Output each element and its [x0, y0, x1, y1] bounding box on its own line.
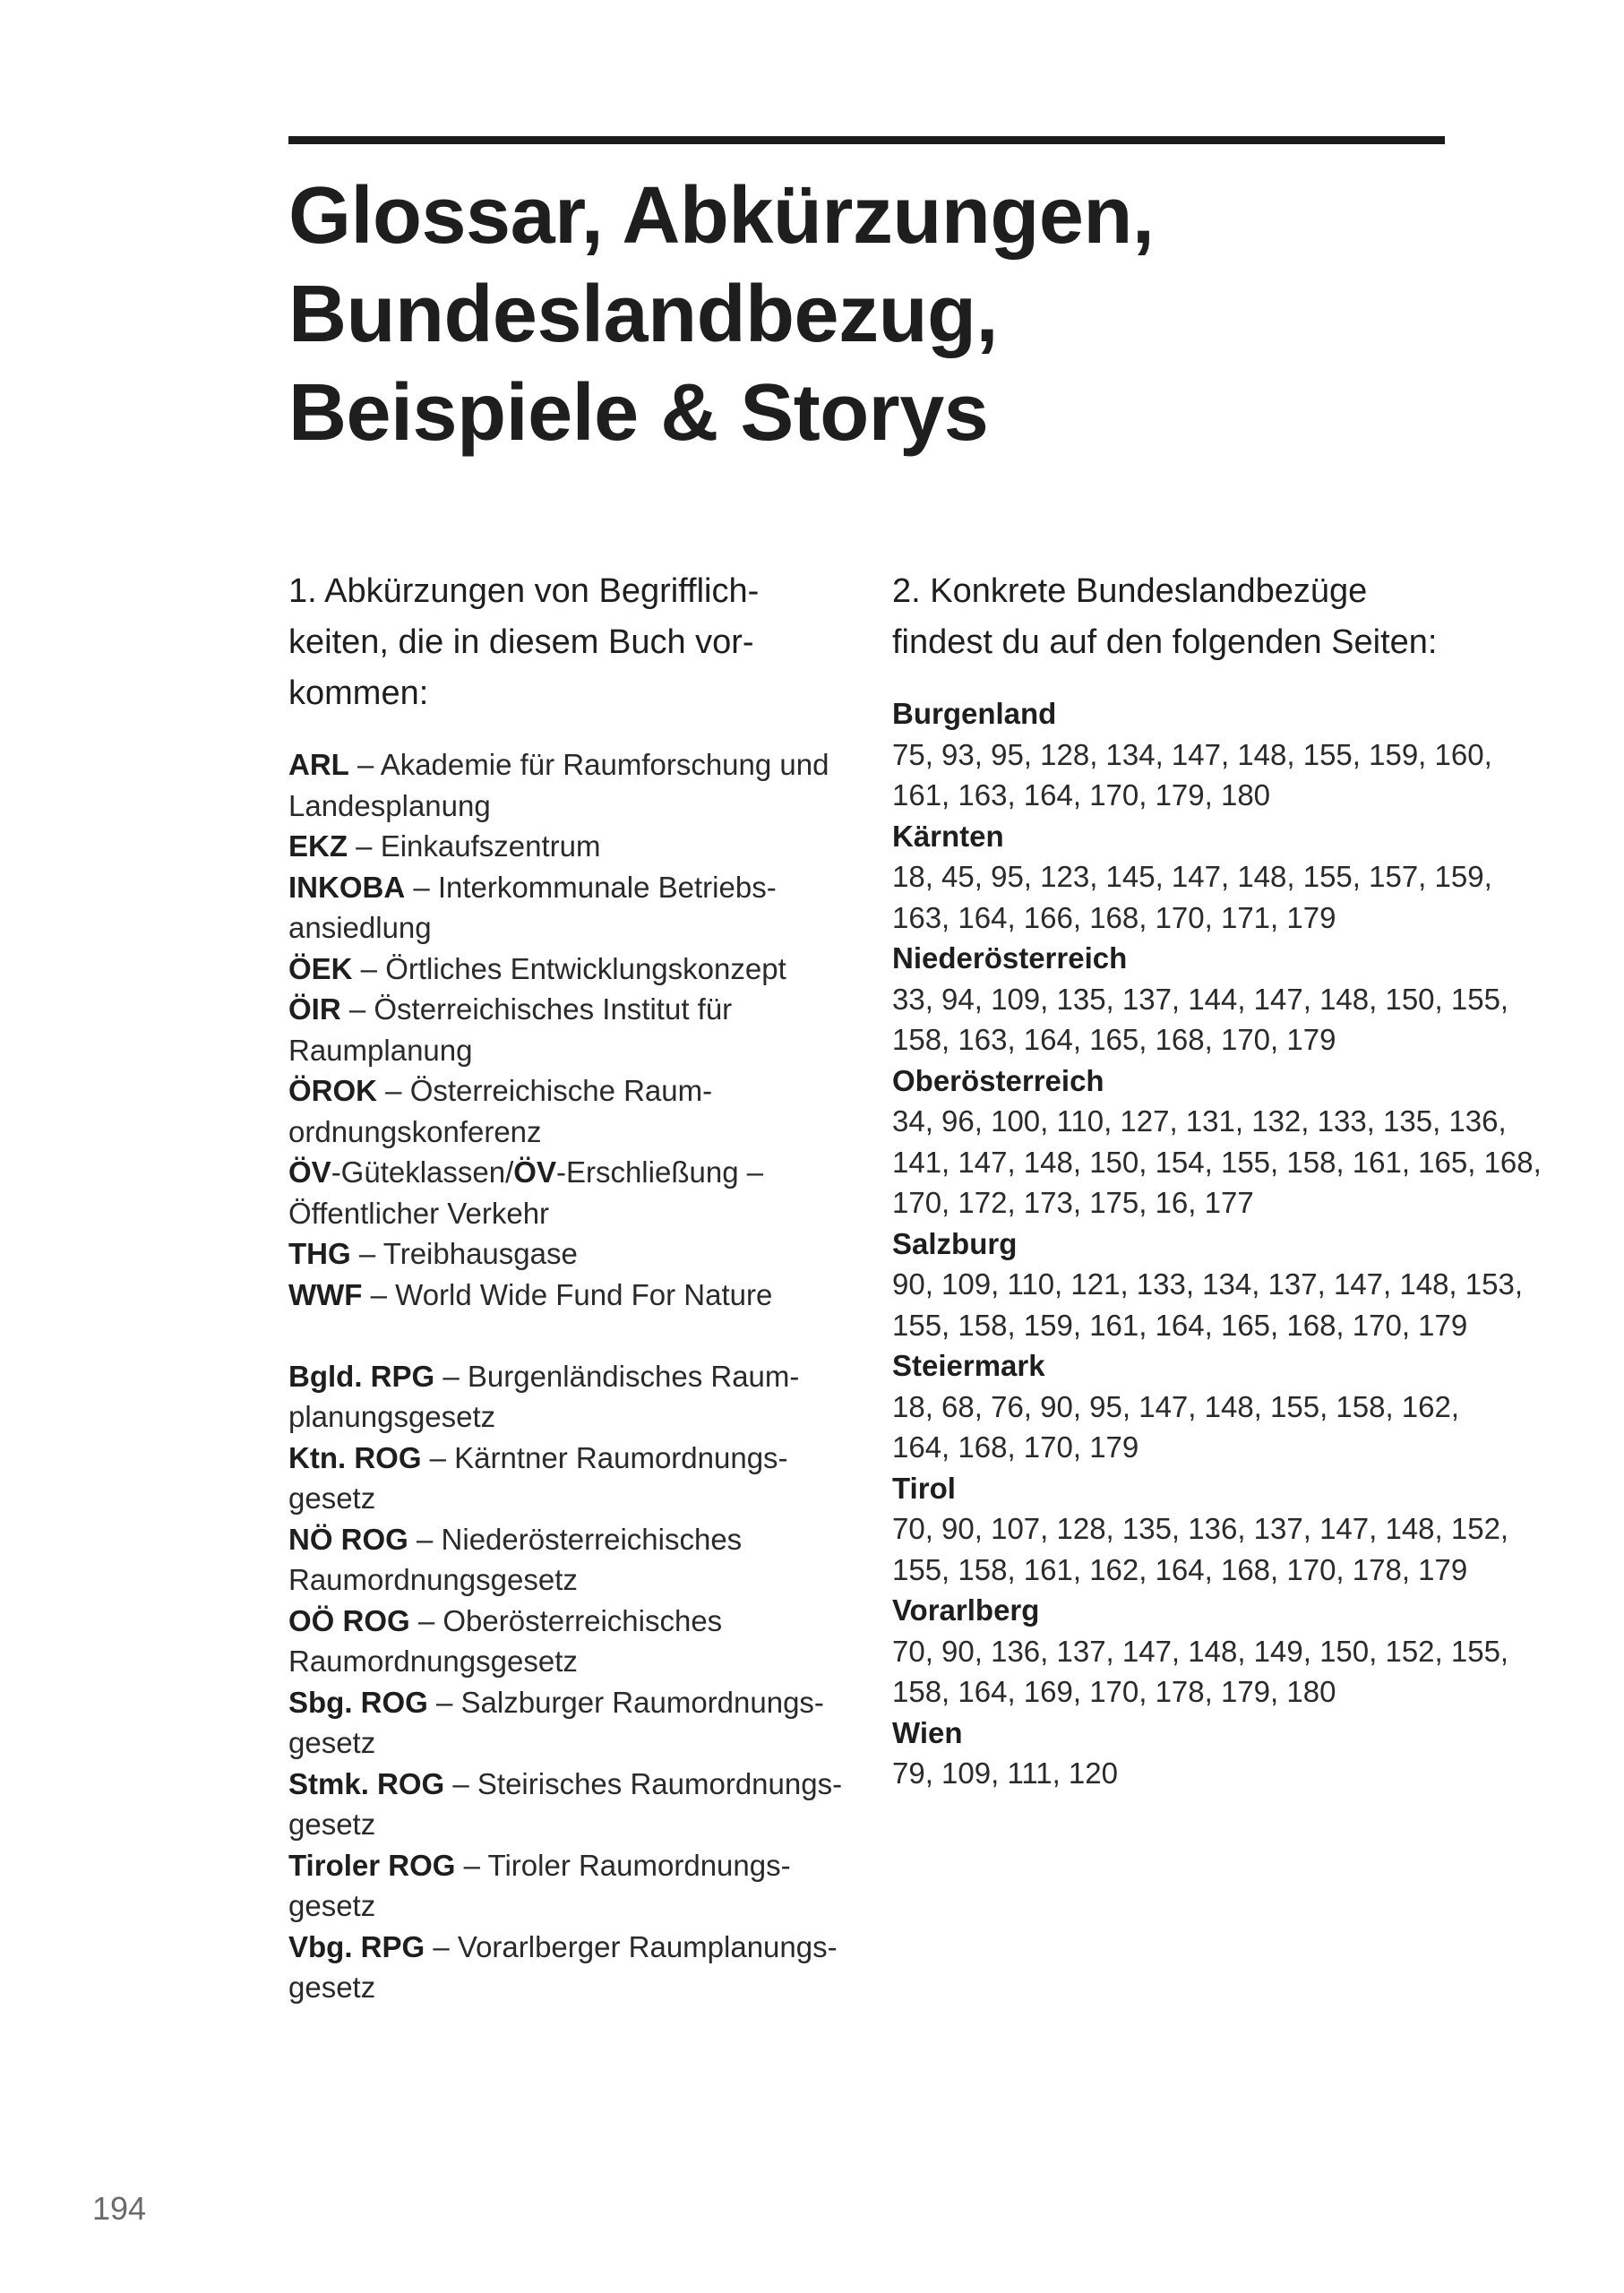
abbreviation-definition-continued: Raumordnungsgesetz — [288, 1563, 578, 1596]
abbreviation-definition-continued: gesetz — [288, 1889, 376, 1922]
abbreviation-term: INKOBA — [288, 870, 406, 904]
abbreviation-definition: -Erschließung – — [555, 1155, 764, 1189]
page-title-line: Beispiele & Storys — [288, 368, 989, 458]
state-pages-line: 158, 163, 164, 165, 168, 170, 179 — [892, 1023, 1336, 1056]
state-pages-line: 70, 90, 136, 137, 147, 148, 149, 150, 152, 155, — [892, 1634, 1509, 1668]
states-section — [892, 566, 1542, 1794]
state-pages-line: 18, 68, 76, 90, 95, 147, 148, 155, 158, 162, — [892, 1389, 1460, 1423]
abbreviation-definition-continued: gesetz — [288, 1808, 376, 1841]
state-pages-line: 34, 96, 100, 110, 127, 131, 132, 133, 135, 136, — [892, 1104, 1507, 1138]
state-name: Wien — [892, 1715, 963, 1749]
abbreviation-entry — [288, 867, 862, 908]
abbreviation-definition: – Steirisches Raumordnungs- — [444, 1766, 843, 1800]
page-title-line: Glossar, Abkürzungen, — [288, 171, 1155, 261]
abbreviation-entry — [288, 1601, 862, 1642]
abbreviation-term: Stmk. ROG — [288, 1766, 445, 1800]
state-pages-line: 164, 168, 170, 179 — [892, 1430, 1139, 1464]
state-name: Niederösterreich — [892, 941, 1128, 975]
abbreviation-term: Sbg. ROG — [288, 1685, 428, 1719]
abbreviations-heading — [288, 566, 862, 719]
abbreviation-term: Ktn. ROG — [288, 1440, 422, 1474]
abbreviation-entry — [288, 1682, 862, 1723]
abbreviation-definition: – Treibhausgase — [350, 1237, 578, 1270]
abbreviation-definition-continued: Landesplanung — [288, 788, 491, 822]
abbreviation-term: OÖ ROG — [288, 1603, 410, 1637]
abbreviation-term: EKZ — [288, 829, 348, 863]
state-pages-line: 70, 90, 107, 128, 135, 136, 137, 147, 148, 152, — [892, 1512, 1509, 1545]
abbreviation-entry — [288, 1519, 862, 1560]
heading-line: 1. Abkürzungen von Begrifflich- — [288, 572, 760, 610]
abbreviation-entry — [288, 1070, 862, 1112]
state-pages-line: 161, 163, 164, 170, 179, 180 — [892, 778, 1271, 812]
state-pages-line: 33, 94, 109, 135, 137, 144, 147, 148, 150, 155, — [892, 982, 1509, 1016]
state-name: Tirol — [892, 1471, 956, 1505]
abbreviation-definition: – Vorarlberger Raumplanungs- — [425, 1929, 838, 1963]
state-pages-line: 141, 147, 148, 150, 154, 155, 158, 161, 165, 168, — [892, 1145, 1542, 1179]
states-heading — [892, 566, 1465, 668]
abbreviation-list-laws — [288, 1356, 862, 2008]
state-pages-line: 163, 164, 166, 168, 170, 171, 179 — [892, 900, 1336, 934]
abbreviation-entry — [288, 826, 862, 867]
heading-line: keiten, die in diesem Buch vor- — [288, 623, 754, 661]
abbreviation-definition-continued: ordnungskonferenz — [288, 1114, 542, 1148]
states-list — [892, 693, 1542, 1794]
abbreviation-term: ÖEK — [288, 951, 353, 985]
abbreviation-term: ÖV — [288, 1155, 331, 1189]
abbreviation-entry — [288, 989, 862, 1030]
state-name: Steiermark — [892, 1349, 1045, 1382]
abbreviation-definition-continued: gesetz — [288, 1726, 376, 1759]
page-title-line: Bundeslandbezug, — [288, 270, 999, 359]
abbreviation-definition: – Einkaufszentrum — [348, 829, 601, 863]
abbreviation-definition-continued: Raumordnungsgesetz — [288, 1645, 578, 1678]
abbreviation-definition: – Interkommunale Betriebs- — [405, 870, 777, 904]
group-spacer — [288, 1315, 862, 1356]
top-rule — [288, 136, 1445, 144]
state-pages-line: 79, 109, 111, 120 — [892, 1756, 1118, 1790]
state-name: Oberösterreich — [892, 1063, 1104, 1097]
abbreviation-definition: – Oberösterreichisches — [409, 1603, 723, 1637]
abbreviation-definition: – Tiroler Raumordnungs- — [455, 1848, 791, 1882]
abbreviation-definition-continued: Öffentlicher Verkehr — [288, 1196, 550, 1230]
abbreviation-entry — [288, 1152, 862, 1193]
heading-line: kommen: — [288, 674, 429, 712]
abbreviation-entry — [288, 744, 862, 786]
abbreviation-list-general — [288, 744, 862, 1315]
state-pages-line: 155, 158, 161, 162, 164, 168, 170, 178, 179 — [892, 1552, 1468, 1586]
abbreviation-definition: – Akademie für Raumforschung und — [348, 748, 829, 781]
page-number: 194 — [92, 2190, 147, 2227]
abbreviation-entry — [288, 949, 862, 990]
state-pages-line: 155, 158, 159, 161, 164, 165, 168, 170, 179 — [892, 1308, 1468, 1342]
abbreviation-entry — [288, 1233, 862, 1275]
heading-line: findest du auf den folgenden Seiten: — [892, 623, 1438, 661]
abbreviation-entry — [288, 1438, 862, 1479]
abbreviation-definition-continued: gesetz — [288, 1971, 376, 2004]
state-name: Salzburg — [892, 1226, 1018, 1260]
abbreviation-definition-continued: planungsgesetz — [288, 1400, 496, 1433]
abbreviation-entry — [288, 1356, 862, 1397]
abbreviation-term: WWF — [288, 1277, 363, 1311]
abbreviation-term: ARL — [288, 748, 349, 781]
heading-line: 2. Konkrete Bundeslandbezüge — [892, 572, 1368, 610]
page-title — [288, 167, 1444, 462]
abbreviation-term: ÖIR — [288, 992, 341, 1026]
state-pages-line: 75, 93, 95, 128, 134, 147, 148, 155, 159, 160, — [892, 737, 1492, 771]
abbreviation-term: Vbg. RPG — [288, 1929, 425, 1963]
abbreviation-definition: – World Wide Fund For Nature — [362, 1277, 773, 1311]
abbreviation-definition: – Österreichisches Institut für — [340, 992, 733, 1026]
abbreviation-definition: – Niederösterreichisches — [408, 1522, 743, 1556]
abbreviation-definition: – Österreichische Raum- — [377, 1074, 713, 1107]
state-pages-line: 18, 45, 95, 123, 145, 147, 148, 155, 157, 159, — [892, 860, 1492, 893]
abbreviation-term: NÖ ROG — [288, 1522, 408, 1556]
state-name: Burgenland — [892, 697, 1057, 730]
state-name: Kärnten — [892, 819, 1004, 853]
abbreviation-definition: – Salzburger Raumordnungs- — [427, 1685, 824, 1719]
state-pages-line: 158, 164, 169, 170, 178, 179, 180 — [892, 1675, 1336, 1708]
abbreviation-term: Tiroler ROG — [288, 1848, 456, 1882]
state-pages-line: 170, 172, 173, 175, 16, 177 — [892, 1186, 1254, 1219]
abbreviation-term: ÖROK — [288, 1074, 377, 1107]
abbreviation-term: THG — [288, 1237, 351, 1270]
abbreviation-entry — [288, 1845, 862, 1886]
abbreviation-definition-continued: ansiedlung — [288, 911, 432, 944]
abbreviation-entry — [288, 1764, 862, 1805]
state-name: Vorarlberg — [892, 1593, 1040, 1627]
abbreviation-definition: – Kärntner Raumordnungs- — [421, 1440, 788, 1474]
abbreviation-definition: – Burgenländisches Raum- — [434, 1359, 800, 1393]
abbreviation-definition: -Güteklassen/ — [331, 1155, 514, 1189]
abbreviation-definition: – Örtliches Entwicklungskonzept — [352, 951, 786, 985]
abbreviation-term: Bgld. RPG — [288, 1359, 435, 1393]
abbreviation-definition-continued: gesetz — [288, 1481, 376, 1515]
state-pages-line: 90, 109, 110, 121, 133, 134, 137, 147, 148, 153, — [892, 1267, 1523, 1301]
abbreviations-section — [288, 566, 862, 2008]
abbreviation-term: ÖV — [513, 1155, 556, 1189]
abbreviation-definition-continued: Raumplanung — [288, 1033, 473, 1067]
abbreviation-entry — [288, 1275, 862, 1316]
abbreviation-entry — [288, 1927, 862, 1968]
